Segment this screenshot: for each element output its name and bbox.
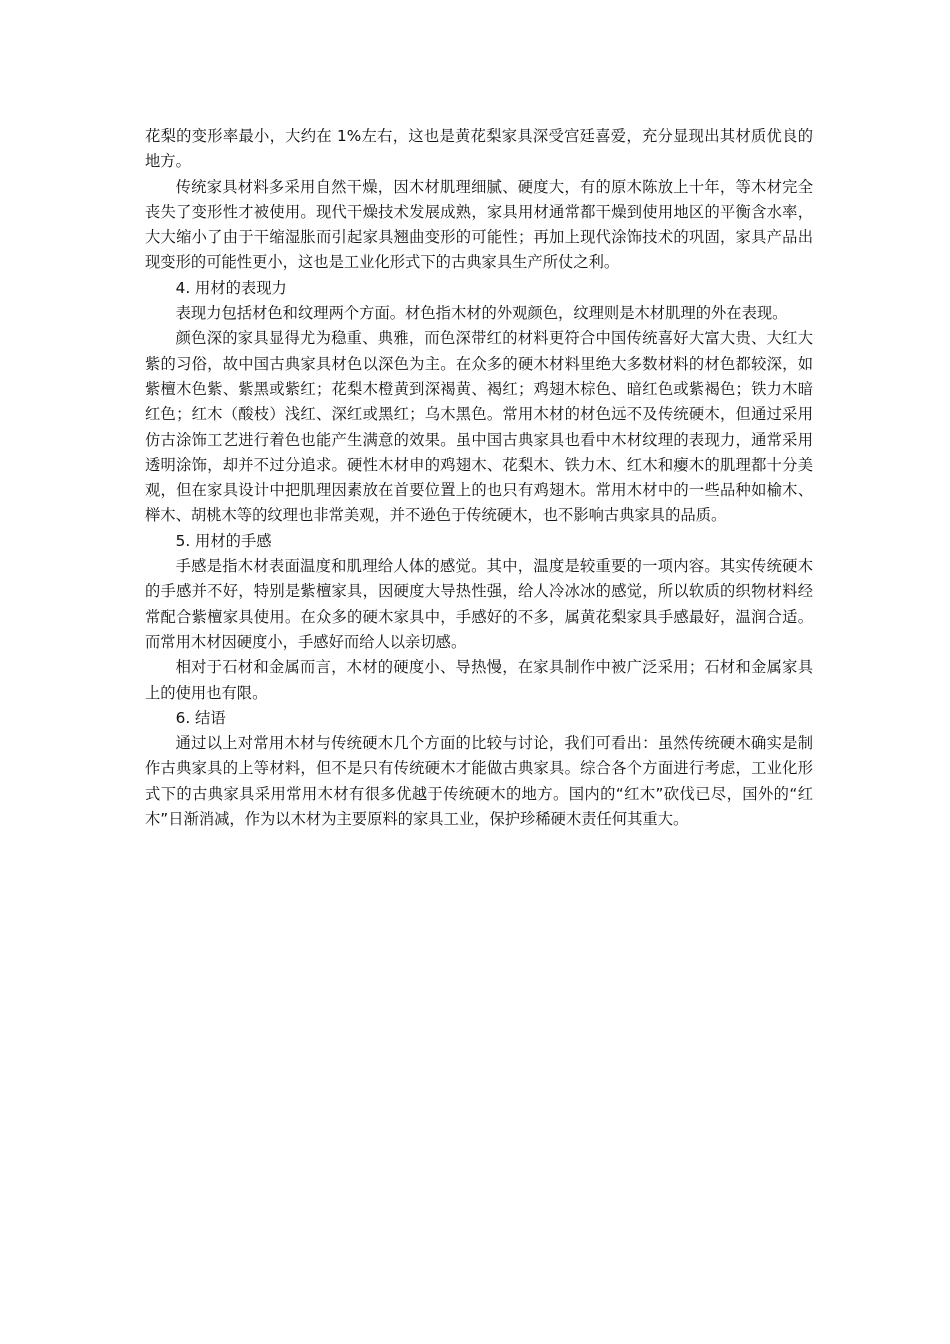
- paragraph-stone-metal: 相对于石材和金属而言，木材的硬度小、导热慢，在家具制作中被广泛采用；石材和金属家具上的使用也有限。: [145, 658, 813, 702]
- section-heading-conclusion: 6. 结语: [175, 708, 226, 727]
- paragraph-expressiveness-intro: 表现力包括材色和纹理两个方面。材色指木材的外观颜色，纹理则是木材肌理的外在表现。: [175, 304, 788, 323]
- document-body: [145, 124, 813, 832]
- section-heading-touch: 5. 用材的手感: [175, 531, 272, 550]
- paragraph-touch: 手感是指木材表面温度和肌理给人体的感觉。其中，温度是较重要的一项内容。其实传统硬木的手感并不好，特别是紫檀家具，因硬度大导热性强，给人冷冰冰的感觉，所以软质的织物材料经常配合紫檀家具使用。在众多的硬木家具中，手感好的不多，属黄花梨家具手感最好，温润合适。而常用木材因硬度小，手感好而给人以亲切感。: [145, 557, 813, 651]
- paragraph-conclusion: 通过以上对常用木材与传统硬木几个方面的比较与讨论，我们可看出：虽然传统硬木确实是制作古典家具的上等材料，但不是只有传统硬木才能做古典家具。综合各个方面进行考虑，工业化形式下的古典家具采用常用木材有很多优越于传统硬木的地方。国内的“红木”砍伐已尽，国外的“红木”日渐消减，作为以木材为主要原料的家具工业，保护珍稀硬木责任何其重大。: [145, 734, 813, 829]
- paragraph-color-texture: 颜色深的家具显得尤为稳重、典雅，而色深带红的材料更符合中国传统喜好大富大贵、大红大紫的习俗，故中国古典家具材色以深色为主。在众多的硬木材料里绝大多数材料的材色都较深，如紫檀木色紫、紫黑或紫红；花梨木橙黄到深褐黄、褐红；鸡翅木棕色、暗红色或紫褐色；铁力木暗红色；红木（酸枝）浅红、深红或黑红；乌木黑色。常用木材的材色远不及传统硬木，但通过采用仿古涂饰工艺进行着色也能产生满意的效果。虽中国古典家具也看中木材纹理的表现力，通常采用透明涂饰，却并不过分追求。硬性木材申的鸡翅木、花梨木、铁力木、红木和瘿木的肌理都十分美观，但在家具设计中把肌理因素放在首要位置上的也只有鸡翅木。常用木材中的一些品种如榆木、榉木、胡桃木等的纹理也非常美观，并不逊色于传统硬木，也不影响古典家具的品质。: [145, 329, 813, 525]
- paragraph-continuation: 花梨的变形率最小，大约在 1%左右，这也是黄花梨家具深受宫廷喜爱，充分显现出其材质优良的地方。: [145, 127, 813, 171]
- section-heading-expressiveness: 4. 用材的表现力: [175, 278, 287, 297]
- paragraph-drying: 传统家具材料多采用自然干燥，因木材肌理细腻、硬度大，有的原木陈放上十年，等木材完全丧失了变形性才被使用。现代干燥技术发展成熟，家具用材通常都干燥到使用地区的平衡含水率，大大缩小了由于干缩湿胀而引起家具翘曲变形的可能性；再加上现代涂饰技术的巩固，家具产品出现变形的可能性更小，这也是工业化形式下的古典家具生产所仗之利。: [145, 177, 813, 272]
